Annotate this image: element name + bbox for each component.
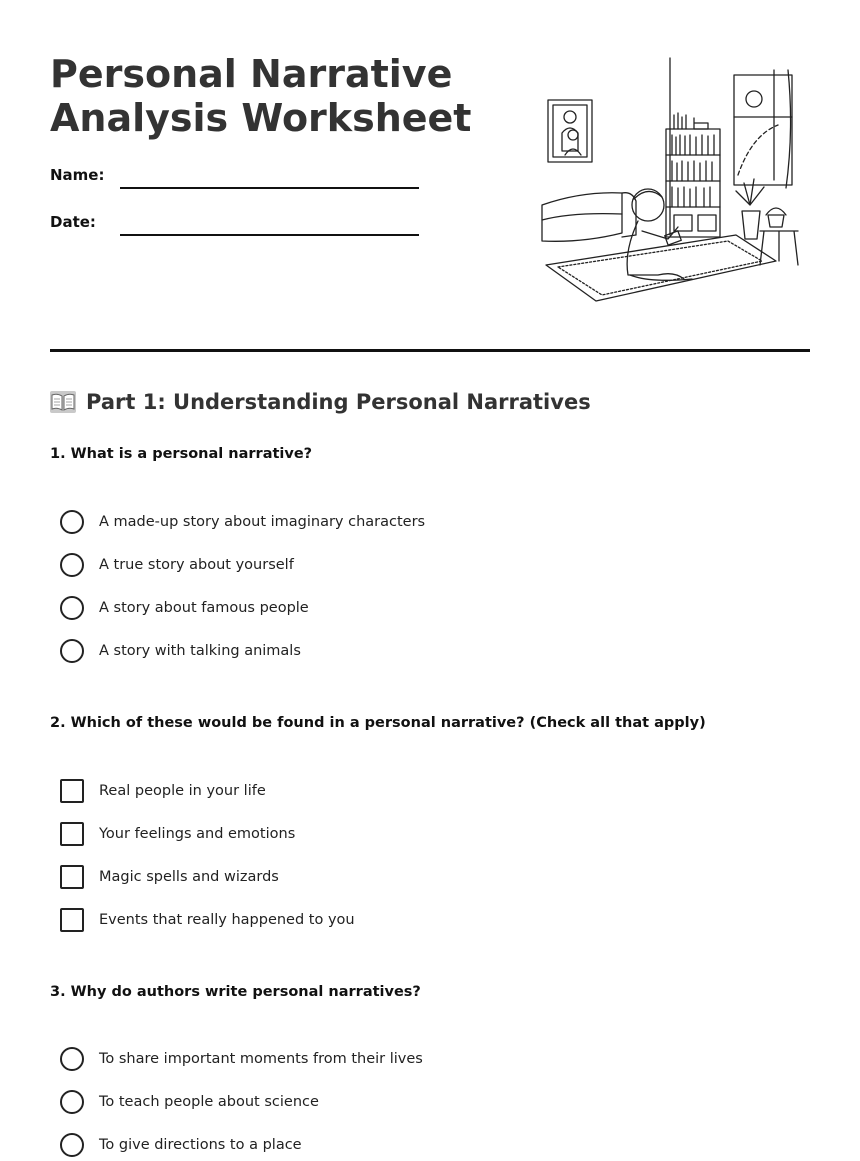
option-label: Magic spells and wizards [99, 869, 279, 885]
q1-option-4[interactable] [60, 638, 301, 664]
radio-button[interactable] [60, 1133, 84, 1157]
q1-option-1[interactable] [60, 509, 425, 535]
date-label: Date: [50, 213, 96, 231]
checkbox[interactable] [60, 779, 84, 803]
title-line-2: Analysis Worksheet [50, 96, 472, 140]
radio-button[interactable] [60, 1047, 84, 1071]
q3-option-2[interactable] [60, 1089, 319, 1115]
date-field[interactable] [120, 234, 419, 236]
q3-option-1[interactable] [60, 1046, 423, 1072]
checkbox[interactable] [60, 865, 84, 889]
option-label: Real people in your life [99, 783, 266, 799]
question-2: 2. Which of these would be found in a personal narrative? (Check all that apply) [50, 715, 706, 731]
question-1: 1. What is a personal narrative? [50, 446, 313, 462]
option-label: To teach people about science [99, 1094, 319, 1110]
question-3: 3. Why do authors write personal narratives? [50, 984, 421, 1000]
name-label: Name: [50, 166, 105, 184]
radio-button[interactable] [60, 639, 84, 663]
option-label: A story about famous people [99, 600, 309, 616]
option-label: To share important moments from their lives [99, 1051, 423, 1067]
section-divider [50, 349, 810, 352]
q1-option-3[interactable] [60, 595, 309, 621]
reading-room-illustration [538, 55, 810, 305]
radio-button[interactable] [60, 510, 84, 534]
part-1-heading-text: Part 1: Understanding Personal Narratives [86, 390, 591, 414]
q2-option-4[interactable] [60, 907, 355, 933]
radio-button[interactable] [60, 553, 84, 577]
option-label: A story with talking animals [99, 643, 301, 659]
checkbox[interactable] [60, 908, 84, 932]
option-label: Your feelings and emotions [99, 826, 296, 842]
q2-option-1[interactable] [60, 778, 266, 804]
radio-button[interactable] [60, 1090, 84, 1114]
radio-button[interactable] [60, 596, 84, 620]
q1-option-2[interactable] [60, 552, 294, 578]
name-field[interactable] [120, 187, 419, 189]
open-book-icon [50, 391, 76, 413]
option-label: To give directions to a place [99, 1137, 302, 1153]
option-label: A true story about yourself [99, 557, 294, 573]
checkbox[interactable] [60, 822, 84, 846]
title-line-1: Personal Narrative [50, 52, 453, 96]
option-label: Events that really happened to you [99, 912, 355, 928]
q3-option-3[interactable] [60, 1132, 302, 1158]
q2-option-3[interactable] [60, 864, 279, 890]
q2-option-2[interactable] [60, 821, 295, 847]
option-label: A made-up story about imaginary characters [99, 514, 426, 530]
worksheet-title [50, 52, 471, 140]
part-1-heading [50, 390, 591, 414]
